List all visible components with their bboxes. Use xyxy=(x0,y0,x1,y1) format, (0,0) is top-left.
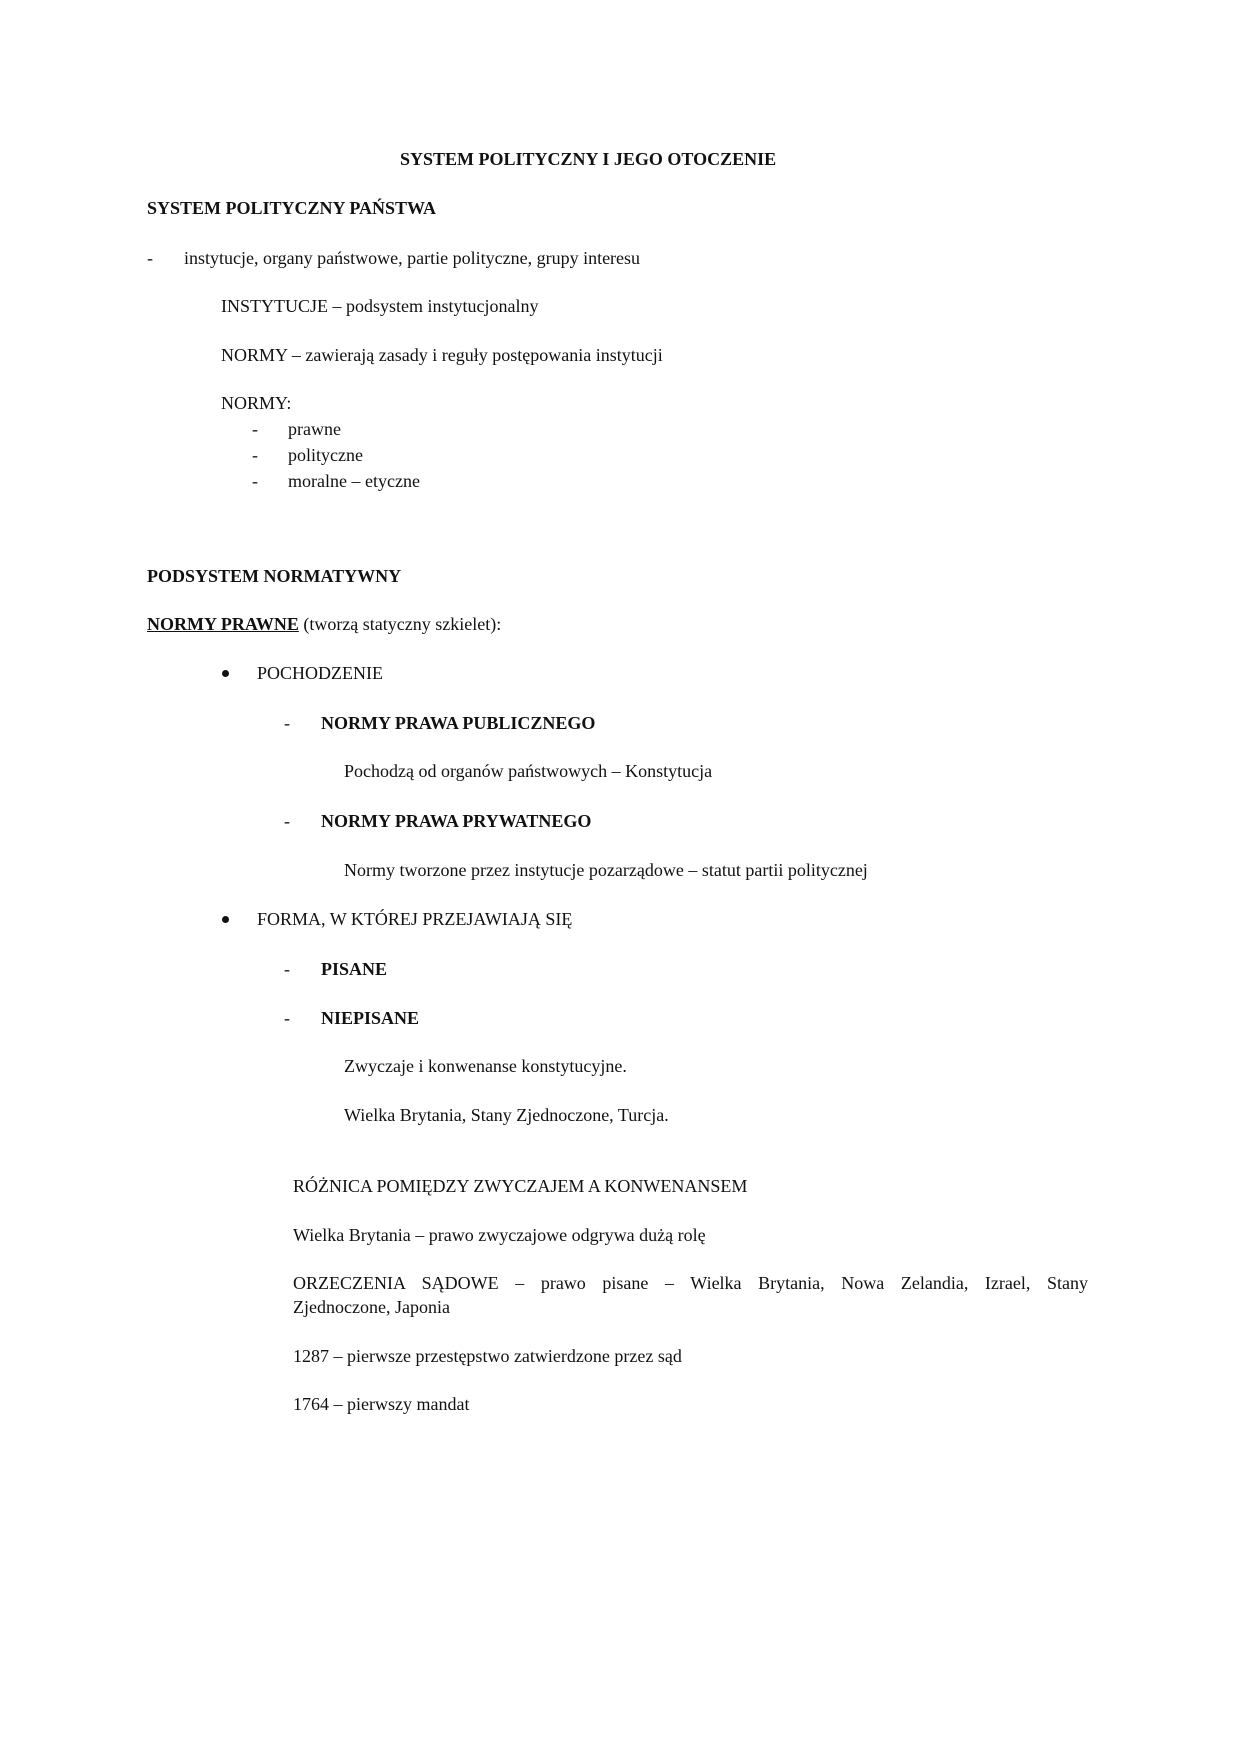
list-item: polityczne xyxy=(288,445,363,465)
bullet-icon xyxy=(222,916,229,923)
dash-marker: - xyxy=(284,811,290,831)
bullet-item-forma: FORMA, W KTÓREJ PRZEJAWIAJĄ SIĘ xyxy=(257,909,573,929)
normy-list-label: NORMY: xyxy=(221,393,292,413)
public-law-desc: Pochodzą od organów państwowych – Konstytucja xyxy=(344,761,713,781)
dash-marker: - xyxy=(284,1008,290,1028)
section-heading-system: SYSTEM POLITYCZNY PAŃSTWA xyxy=(147,198,437,218)
paragraph-line: ORZECZENIA SĄDOWE – prawo pisane – Wielka Brytania, Nowa Zelandia, Izrael, Stany xyxy=(293,1273,1088,1293)
normy-prawne-label: NORMY PRAWNE xyxy=(147,614,299,634)
private-law-desc: Normy tworzone przez instytucje pozarządowe – statut partii politycznej xyxy=(344,860,868,880)
list-item: prawne xyxy=(288,419,341,439)
paragraph-line: Wielka Brytania – prawo zwyczajowe odgrywa dużą rolę xyxy=(293,1225,706,1245)
normy-line: NORMY – zawierają zasady i reguły postępowania instytucji xyxy=(221,345,663,365)
dash-marker: - xyxy=(284,959,290,979)
paragraph-line: Zjednoczone, Japonia xyxy=(293,1297,450,1317)
list-item: moralne – etyczne xyxy=(288,471,420,491)
dash-marker: - xyxy=(147,248,153,268)
document-title: SYSTEM POLITYCZNY I JEGO OTOCZENIE xyxy=(400,149,777,169)
instytucje-line: INSTYTUCJE – podsystem instytucjonalny xyxy=(221,296,539,316)
niepisane-desc: Zwyczaje i konwenanse konstytucyjne. xyxy=(344,1056,627,1076)
section-heading-roznica: RÓŻNICA POMIĘDZY ZWYCZAJEM A KONWENANSEM xyxy=(293,1176,748,1196)
list-item: instytucje, organy państwowe, partie polityczne, grupy interesu xyxy=(184,248,641,268)
niepisane-heading: NIEPISANE xyxy=(321,1008,420,1028)
private-law-heading: NORMY PRAWA PRYWATNEGO xyxy=(321,811,592,831)
normy-prawne-line xyxy=(147,613,501,635)
dash-marker: - xyxy=(252,471,258,491)
section-heading-podsystem: PODSYSTEM NORMATYWNY xyxy=(147,566,402,586)
dash-marker: - xyxy=(284,713,290,733)
bullet-item-pochodzenie: POCHODZENIE xyxy=(257,663,383,683)
paragraph-line: 1287 – pierwsze przestępstwo zatwierdzone przez sąd xyxy=(293,1346,682,1366)
public-law-heading: NORMY PRAWA PUBLICZNEGO xyxy=(321,713,596,733)
dash-marker: - xyxy=(252,445,258,465)
bullet-icon xyxy=(222,670,229,677)
dash-marker: - xyxy=(252,419,258,439)
paragraph-line: 1764 – pierwszy mandat xyxy=(293,1394,470,1414)
normy-prawne-note: (tworzą statyczny szkielet): xyxy=(298,614,502,634)
pisane-heading: PISANE xyxy=(321,959,388,979)
niepisane-examples: Wielka Brytania, Stany Zjednoczone, Turcja. xyxy=(344,1105,669,1125)
